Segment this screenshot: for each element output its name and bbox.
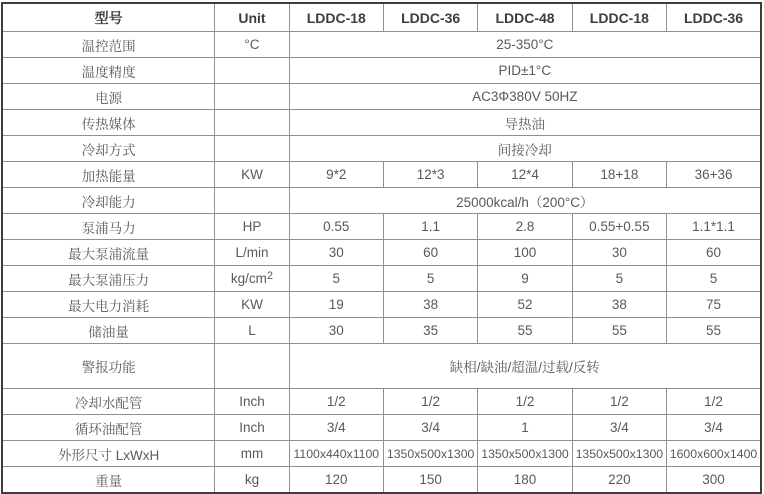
spec-value: 30 bbox=[289, 240, 383, 266]
spec-value: 0.55+0.55 bbox=[572, 214, 666, 240]
spec-row-label: 储油量 bbox=[2, 318, 215, 344]
header-row bbox=[2, 3, 761, 32]
table-row-pump-power bbox=[2, 214, 761, 240]
table-row-alarm-functions bbox=[2, 344, 761, 389]
spec-span-value: 导热油 bbox=[289, 110, 761, 136]
table-row-temp-accuracy bbox=[2, 58, 761, 84]
header-model-name: LDDC-36 bbox=[383, 3, 477, 32]
unit-superscript: 2 bbox=[266, 270, 274, 282]
header-unit-column: Unit bbox=[215, 3, 289, 32]
table-row-cooling-capacity bbox=[2, 188, 761, 214]
spec-value: 1/2 bbox=[572, 389, 666, 415]
table-row-circulating-oil-piping bbox=[2, 415, 761, 441]
spec-value: 3/4 bbox=[667, 415, 761, 441]
spec-value: 180 bbox=[478, 467, 572, 494]
spec-unit-cell bbox=[215, 188, 289, 214]
spec-value: 1600x600x1400 bbox=[667, 441, 761, 467]
spec-value: 5 bbox=[383, 266, 477, 292]
header-model-name: LDDC-48 bbox=[478, 3, 572, 32]
spec-row-label: 最大泵浦流量 bbox=[2, 240, 215, 266]
spec-row-label: 冷却水配管 bbox=[2, 389, 215, 415]
spec-value: 55 bbox=[478, 318, 572, 344]
spec-unit-cell: KW bbox=[215, 292, 289, 318]
spec-value: 1 bbox=[478, 415, 572, 441]
spec-value: 19 bbox=[289, 292, 383, 318]
spec-value: 1350x500x1300 bbox=[572, 441, 666, 467]
table-row-max-pump-flow bbox=[2, 240, 761, 266]
unit-base: kg/cm bbox=[230, 271, 267, 286]
spec-span-value: 25-350°C bbox=[289, 32, 761, 58]
spec-row-label: 温控范围 bbox=[2, 32, 215, 58]
spec-value: 5 bbox=[572, 266, 666, 292]
spec-value: 18+18 bbox=[572, 162, 666, 188]
spec-unit-cell: L bbox=[215, 318, 289, 344]
spec-unit-cell: kg bbox=[215, 467, 289, 494]
spec-unit-cell bbox=[215, 266, 289, 292]
table-row-max-power-consumption bbox=[2, 292, 761, 318]
spec-value: 5 bbox=[289, 266, 383, 292]
table-row-cooling-water-piping bbox=[2, 389, 761, 415]
spec-value: 55 bbox=[667, 318, 761, 344]
spec-value: 1.1*1.1 bbox=[667, 214, 761, 240]
spec-value: 1/2 bbox=[289, 389, 383, 415]
spec-value: 52 bbox=[478, 292, 572, 318]
spec-value: 38 bbox=[572, 292, 666, 318]
spec-unit-cell: HP bbox=[215, 214, 289, 240]
spec-row-label: 外形尺寸 LxWxH bbox=[2, 441, 215, 467]
spec-value: 3/4 bbox=[383, 415, 477, 441]
spec-span-value: 25000kcal/h（200°C） bbox=[289, 188, 761, 214]
spec-value: 60 bbox=[383, 240, 477, 266]
spec-value: 1.1 bbox=[383, 214, 477, 240]
spec-value: 1/2 bbox=[667, 389, 761, 415]
spec-value: 9*2 bbox=[289, 162, 383, 188]
table-row-cooling-method bbox=[2, 136, 761, 162]
spec-row-label: 温度精度 bbox=[2, 58, 215, 84]
spec-value: 9 bbox=[478, 266, 572, 292]
spec-span-value: AC3Φ380V 50HZ bbox=[289, 84, 761, 110]
spec-value: 12*4 bbox=[478, 162, 572, 188]
spec-unit-cell bbox=[215, 344, 289, 389]
spec-row-label: 加热能量 bbox=[2, 162, 215, 188]
spec-row-label: 冷却方式 bbox=[2, 136, 215, 162]
spec-value: 220 bbox=[572, 467, 666, 494]
spec-value: 30 bbox=[289, 318, 383, 344]
spec-value: 120 bbox=[289, 467, 383, 494]
spec-value: 1350x500x1300 bbox=[478, 441, 572, 467]
spec-span-value: 缺相/缺油/超温/过载/反转 bbox=[289, 344, 761, 389]
header-model-column: 型号 bbox=[2, 3, 215, 32]
spec-unit-cell: L/min bbox=[215, 240, 289, 266]
spec-value: 60 bbox=[667, 240, 761, 266]
spec-value: 1/2 bbox=[383, 389, 477, 415]
spec-value: 2.8 bbox=[478, 214, 572, 240]
spec-value: 3/4 bbox=[572, 415, 666, 441]
spec-value: 0.55 bbox=[289, 214, 383, 240]
table-row-oil-tank-volume bbox=[2, 318, 761, 344]
spec-value: 35 bbox=[383, 318, 477, 344]
spec-row-label: 电源 bbox=[2, 84, 215, 110]
spec-value: 30 bbox=[572, 240, 666, 266]
spec-unit-cell: mm bbox=[215, 441, 289, 467]
spec-value: 12*3 bbox=[383, 162, 477, 188]
spec-row-label: 传热媒体 bbox=[2, 110, 215, 136]
spec-value: 75 bbox=[667, 292, 761, 318]
spec-unit-cell bbox=[215, 136, 289, 162]
header-model-name: LDDC-18 bbox=[572, 3, 666, 32]
spec-row-label: 重量 bbox=[2, 467, 215, 494]
spec-value: 1100x440x1100 bbox=[289, 441, 383, 467]
spec-table bbox=[1, 2, 762, 494]
header-model-name: LDDC-36 bbox=[667, 3, 761, 32]
header-model-name: LDDC-18 bbox=[289, 3, 383, 32]
spec-unit-cell: Inch bbox=[215, 415, 289, 441]
spec-span-value: 间接冷却 bbox=[289, 136, 761, 162]
spec-value: 1350x500x1300 bbox=[383, 441, 477, 467]
spec-value: 1/2 bbox=[478, 389, 572, 415]
spec-value: 38 bbox=[383, 292, 477, 318]
spec-row-label: 警报功能 bbox=[2, 344, 215, 389]
spec-row-label: 最大泵浦压力 bbox=[2, 266, 215, 292]
spec-value: 3/4 bbox=[289, 415, 383, 441]
spec-value: 150 bbox=[383, 467, 477, 494]
spec-value: 55 bbox=[572, 318, 666, 344]
table-row-temp-range bbox=[2, 32, 761, 58]
spec-unit-cell bbox=[215, 58, 289, 84]
table-row-max-pump-pressure bbox=[2, 266, 761, 292]
spec-value: 300 bbox=[667, 467, 761, 494]
spec-row-label: 最大电力消耗 bbox=[2, 292, 215, 318]
spec-value: 100 bbox=[478, 240, 572, 266]
spec-value: 5 bbox=[667, 266, 761, 292]
spec-value: 36+36 bbox=[667, 162, 761, 188]
table-row-dimensions bbox=[2, 441, 761, 467]
spec-row-label: 泵浦马力 bbox=[2, 214, 215, 240]
table-row-power-supply bbox=[2, 84, 761, 110]
spec-row-label: 冷却能力 bbox=[2, 188, 215, 214]
spec-unit-cell: Inch bbox=[215, 389, 289, 415]
table-row-weight bbox=[2, 467, 761, 494]
spec-span-value: PID±1°C bbox=[289, 58, 761, 84]
spec-unit-cell bbox=[215, 84, 289, 110]
spec-row-label: 循环油配管 bbox=[2, 415, 215, 441]
spec-unit-cell: KW bbox=[215, 162, 289, 188]
spec-unit-cell: °C bbox=[215, 32, 289, 58]
table-row-heat-medium bbox=[2, 110, 761, 136]
table-row-heating-capacity bbox=[2, 162, 761, 188]
spec-unit-cell bbox=[215, 110, 289, 136]
